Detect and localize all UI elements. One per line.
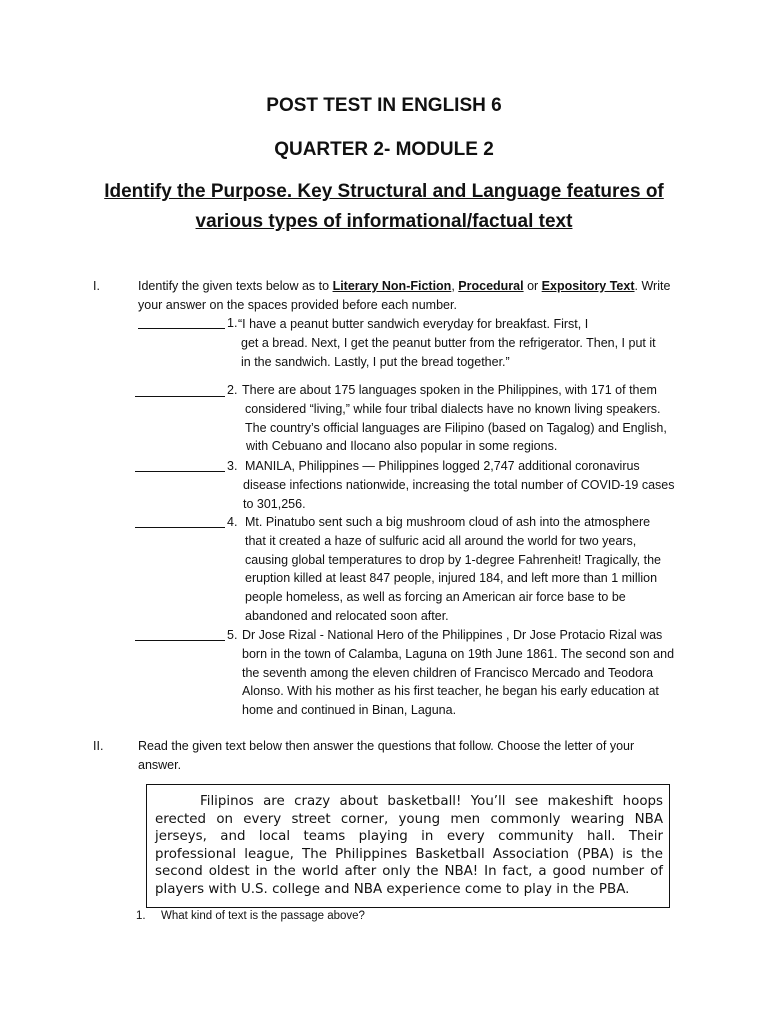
item-line: in the sandwich. Lastly, I put the bread together.” bbox=[241, 354, 510, 369]
item-line: Alonso. With his mother as his first teacher, he began his early education at bbox=[242, 684, 659, 699]
passage-line: erected on every street corner, young men commonly wearing NBA bbox=[155, 811, 663, 827]
instruction-text: answer. bbox=[138, 758, 182, 772]
passage-line: players with U.S. college and NBA experience come to play in the PBA. bbox=[155, 881, 630, 897]
item-number-2: 2. bbox=[227, 383, 238, 397]
passage-line: professional league, The Philippines Basketball Association (PBA) is the bbox=[155, 846, 663, 862]
option-expository-text: Expository Text bbox=[541, 279, 635, 293]
item-number-3: 3. bbox=[227, 459, 238, 473]
item-line: to 301,256. bbox=[243, 496, 306, 511]
answer-blank-1[interactable] bbox=[138, 328, 225, 329]
section-1-instructions bbox=[138, 277, 698, 315]
separator: , bbox=[451, 279, 459, 293]
item-line: eruption killed at least 847 people, injured 184, and left more than 1 million bbox=[245, 571, 658, 586]
item-line: with Cebuano and Ilocano also popular in some regions. bbox=[246, 439, 558, 454]
item-line: MANILA, Philippines — Philippines logged 2,747 additional coronavirus bbox=[245, 459, 640, 473]
item-line: Mt. Pinatubo sent such a big mushroom cloud of ash into the atmosphere bbox=[245, 515, 651, 529]
item-text-3 bbox=[245, 457, 705, 513]
separator: or bbox=[523, 279, 542, 293]
item-text-4 bbox=[245, 513, 705, 626]
instruction-text: Identify the given texts below as to bbox=[138, 279, 333, 293]
lesson-heading-line-2: various types of informational/factual text bbox=[195, 211, 573, 232]
section-1-numeral: I. bbox=[93, 279, 100, 293]
page-title: POST TEST IN ENGLISH 6 bbox=[266, 95, 502, 116]
item-line: considered “living,” while four tribal dialects have no known living speakers. bbox=[245, 401, 661, 416]
item-line: that it created a haze of sulfuric acid all around the world for two years, bbox=[245, 533, 637, 548]
item-line: disease infections nationwide, increasing the total number of COVID-19 cases bbox=[243, 477, 675, 492]
reading-passage bbox=[155, 793, 663, 899]
item-line: There are about 175 languages spoken in the Philippines, with 171 of them bbox=[242, 383, 657, 397]
answer-blank-3[interactable] bbox=[135, 471, 225, 472]
item-line: Dr Jose Rizal - National Hero of the Philippines , Dr Jose Protacio Rizal was bbox=[242, 628, 663, 642]
reading-passage-box bbox=[146, 784, 670, 908]
item-number-4: 4. bbox=[227, 515, 238, 529]
item-line: get a bread. Next, I get the peanut butter from the refrigerator. Then, I put it bbox=[241, 335, 656, 350]
item-line: causing global temperatures to drop by 1-degree Fahrenheit! Tragically, the bbox=[245, 552, 661, 567]
item-text-2 bbox=[242, 381, 702, 456]
item-number-5: 5. bbox=[227, 628, 238, 642]
item-text-5 bbox=[242, 626, 702, 720]
question-text-1: What kind of text is the passage above? bbox=[161, 910, 365, 922]
item-text-1 bbox=[238, 315, 701, 371]
item-line: The country’s official languages are Filipino (based on Tagalog) and English, bbox=[245, 420, 667, 435]
item-line: home and continued in Binan, Laguna. bbox=[242, 703, 457, 718]
lesson-heading-line-1: Identify the Purpose. Key Structural and Language features of bbox=[104, 181, 664, 202]
item-line: people homeless, as well as forcing an American air force base to be bbox=[245, 590, 626, 605]
item-line: the seventh among the eleven children of Francisco Mercado and Teodora bbox=[242, 665, 654, 680]
instruction-text: Read the given text below then answer the questions that follow. Choose the letter of your bbox=[138, 739, 635, 753]
option-literary-non-fiction: Literary Non-Fiction bbox=[332, 279, 452, 293]
question-number-1: 1. bbox=[136, 910, 146, 922]
answer-blank-5[interactable] bbox=[135, 640, 225, 641]
answer-blank-2[interactable] bbox=[135, 396, 225, 397]
section-2-instructions bbox=[138, 737, 698, 775]
passage-line: Filipinos are crazy about basketball! You’ll see makeshift hoops bbox=[200, 794, 663, 809]
instruction-text: . Write bbox=[634, 279, 671, 293]
section-2-numeral: II. bbox=[93, 739, 104, 753]
passage-line: second oldest in the world after only the NBA! In fact, a good number of bbox=[155, 864, 663, 880]
option-procedural: Procedural bbox=[458, 279, 524, 293]
instruction-text: your answer on the spaces provided before each number. bbox=[138, 298, 457, 312]
answer-blank-4[interactable] bbox=[135, 527, 225, 528]
item-number-1: 1. bbox=[227, 316, 238, 330]
passage-line: jerseys, and local teams playing in every community hall. Their bbox=[155, 829, 663, 845]
item-line: abandoned and relocated soon after. bbox=[245, 608, 449, 623]
item-line: born in the town of Calamba, Laguna on 19th June 1861. The second son and bbox=[242, 646, 675, 661]
item-line: “I have a peanut butter sandwich everyday for breakfast. First, I bbox=[238, 317, 589, 331]
module-title: QUARTER 2- MODULE 2 bbox=[274, 139, 494, 160]
